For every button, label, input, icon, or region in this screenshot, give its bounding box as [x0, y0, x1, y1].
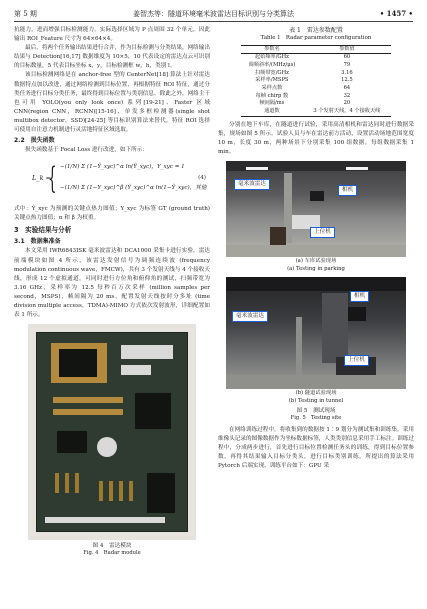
table-row	[241, 62, 391, 70]
camera-label: 相机	[338, 185, 357, 196]
photo-b-caption-en: (b) Testing in tunnel	[288, 397, 344, 404]
radar-board	[36, 332, 188, 532]
table-row	[241, 54, 391, 62]
left-column	[14, 26, 210, 558]
formula-line-1: −(1/N) Σ (1−Ŷ_xyc)^α ln(Ŷ_xyc)，Y_xyc = 1	[60, 164, 185, 171]
param-name: 调频斜率/(MHz/μs)	[248, 61, 296, 68]
running-title: 姜智杰等：隧道环境毫米波雷达目标识别与分类算法	[133, 10, 294, 18]
param-value: 60	[343, 54, 351, 61]
figure-5-caption-en: Fig. 5 Testing site	[290, 415, 342, 422]
page-number: • 1457 •	[379, 9, 413, 18]
radar-parameter-table	[241, 45, 391, 117]
param-value: 20	[343, 100, 351, 107]
host-label: 上位机	[310, 227, 335, 238]
formula-lhs: L_k =	[32, 174, 52, 183]
paragraph: 分别在地下车库，在隧道进行试验，采用高清相机和雷达同时进行数据采集，规场如图 5 所示。试验人员与车在雷达前方活动，设置活动场地范围宽度 10 m，长度 30 m，两种场景下分别采集 100 组数据，每组数据采集 1 min。	[218, 121, 414, 156]
figure-4-caption: 图 4 雷达模块	[92, 543, 132, 550]
photo-b-caption: (b) 隧道试验现场	[295, 390, 337, 397]
table-row	[241, 108, 391, 116]
figure-4-caption-en: Fig. 4 Radar module	[83, 550, 141, 557]
tunnel-test-photo	[226, 277, 406, 389]
equation-number: (4)	[198, 175, 206, 182]
section-heading-3: 3 实验结果与分析	[14, 226, 72, 235]
figure-5-caption: 图 5 测试现场	[296, 408, 336, 415]
param-value: 32	[343, 92, 351, 99]
param-value: 3.16	[341, 69, 353, 76]
param-name: 采样点数	[261, 85, 283, 92]
table-row	[241, 85, 391, 93]
param-name: 扫频带宽/GHz	[254, 69, 289, 76]
param-value: 79	[343, 61, 351, 68]
photo-a-caption-en: (a) Testing in parking	[287, 265, 345, 272]
param-value: 12.5	[341, 77, 353, 84]
param-name: 起始频率/GHz	[254, 54, 289, 61]
param-name: 帧间隔/ms	[259, 100, 285, 107]
table-1-caption: 表 1 雷达参数配置	[289, 27, 343, 34]
param-value: 3 个发射天线，4 个接收天线	[303, 108, 391, 116]
table-header: 参数值	[303, 45, 391, 54]
formula-line-2: −(1/N) Σ (1−Y_xyc)^β (Ŷ_xyc)^α ln(1−Ŷ_xyc)，其他	[60, 185, 207, 192]
host-label: 上位机	[344, 355, 369, 366]
paragraph: 本文采用 IWR6843ISK 毫米波雷达和 DCA1000 采集卡进行实验，雷达前端模块如图 4 所示，该雷达发射信号为调频连续波 (frequency modulation continuous wave，FMCW)，共有 3 个发射天线与 4 个接收天线，形成 12 个虚拟通道，可同时进行方位角和俯仰角的测试，扫频带宽为 3.16 GHz，采样率为 12.5 每秒百万次采样 (million samples per second，MSPS)，帧间隔为 20 ms，配置发射天线按时分多址 (time division multiple access，TDMA)-MIMO 方式依次发射波形，详细配置如表 1 所示。	[14, 248, 210, 319]
loss-formula	[14, 157, 210, 203]
subsection-heading-2-2: 2.2 损失函数	[14, 137, 55, 145]
paragraph: 损失函数基于 Focal Loss 进行改进，如下所示：	[25, 147, 148, 154]
photo-a-caption: (a) 车库试验现场	[295, 258, 337, 265]
param-value: 64	[343, 85, 351, 92]
issue-number: 第 5 期	[14, 10, 37, 18]
radar-label: 毫米波雷达	[232, 311, 268, 322]
table-row	[241, 77, 391, 85]
camera-label: 相机	[350, 291, 369, 302]
radar-module-photo	[28, 324, 196, 540]
paragraph: 抗能力，进而增强目标检测能力。实际选择区域为 P 点周围 32 个单元，因此输出 ROI_Feature 尺寸为 64×64×4。	[14, 27, 210, 43]
paragraph: 式中：Ŷ_xyc 为预测的关键点热力图值；Y_xyc 为标签 GT (ground truth) 关键点热力图值；α 和 β 为权重。	[14, 206, 210, 222]
paragraph: 在网络训练过程中，将收集到的数据按 1∶9 划分为测试集和训练集。采用维像头记录的图像数据作为坐标数据标签，人类类别信息采用手工标注。训练过程中，分成两步进行，首先进行目标位置检测任务头的训练，得到目标位置参数，再得其结果输入目标分类头，进行目标类别训练。所提出的算法采用 Pytorch 后端实现，训练平台如下：GPU 采	[218, 426, 414, 470]
param-name: 采样率/MSPS	[255, 77, 289, 84]
param-name: 每帧 chirp 数	[255, 92, 289, 99]
parking-test-photo	[226, 161, 406, 257]
paragraph: 该目标检测网络是在 anchor-free 型的 CenterNet[18] 算法上针对雷达数据特点加以改进，通过网络检测到目标位置，再根据特征 ROI 特征，通过分类任务进行目标分类任务，最终得到目标位置与类别信息。除此之外，网络主干也可用 YOLO(you only look once) 系列[19-21]、Faster 区域 CNN(region CNN，RCNN)[15-16]、单发多框检测器(single shot multibox detector，SSD)[24-25] 等目标识别算法来替代，特征 ROI 选择可使用自注意力机制进行灵活地特征区域选取。	[14, 72, 210, 134]
right-column	[218, 26, 414, 471]
table-1-caption-en: Table 1 Radar parameter configuration	[260, 35, 372, 41]
table-row	[241, 100, 391, 108]
paragraph: 最后，将两个任务输出结果进行合并，作为目标检测与分类结果，网络输出结果与 Detection[16,17] 数据维度为 10×5，10 代表设定的雷达点云可识别的目标数量，5 代表目标坐标 x，y，目标检测框 w，h，类别 l。	[14, 45, 210, 70]
subsection-heading-3-1: 3.1 数据集准备	[14, 238, 61, 246]
running-header	[14, 6, 413, 22]
table-header: 参数名	[241, 45, 303, 54]
radar-label: 毫米波雷达	[234, 179, 270, 190]
param-name: 通道数	[241, 108, 303, 116]
formula-brace: {	[48, 161, 57, 197]
